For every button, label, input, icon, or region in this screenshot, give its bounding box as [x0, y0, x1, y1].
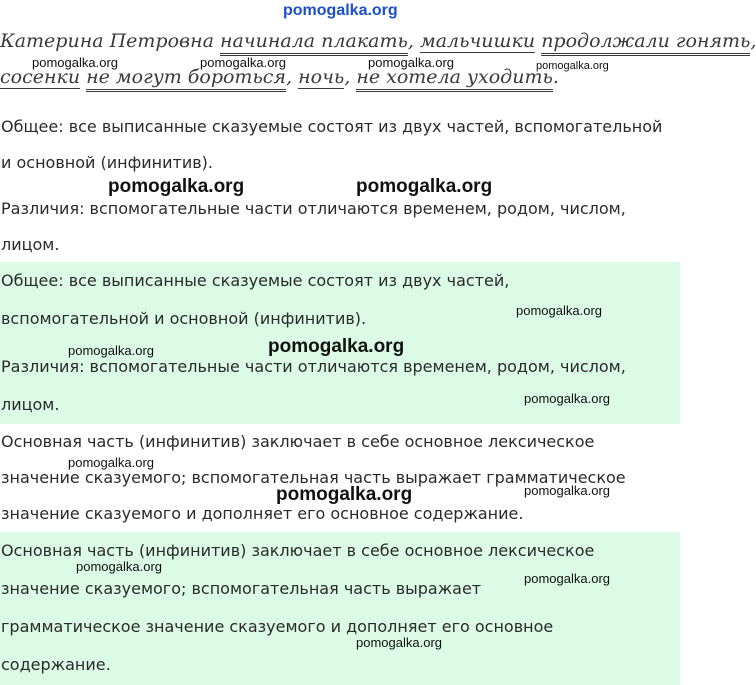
subject-underlined: сосенки — [0, 66, 81, 88]
watermark: pomogalka.org — [524, 391, 610, 406]
difference-text: Различия: вспомогательные части отличаются временем, родом, числом, — [1, 199, 626, 218]
punctuation: , — [750, 30, 756, 52]
common-text: Общее: все выписанные сказуемые состоят из двух частей, — [1, 271, 510, 290]
answer-block-3 — [0, 424, 680, 532]
predicate-underlined: не могут бороться — [86, 66, 286, 92]
punctuation: , — [407, 30, 414, 52]
difference-text: лицом. — [1, 235, 60, 254]
watermark: pomogalka.org — [68, 343, 154, 358]
difference-text: Различия: вспомогательные части отличаются временем, родом, числом, — [1, 357, 626, 376]
difference-text: лицом. — [1, 395, 60, 414]
watermark: pomogalka.org — [108, 176, 245, 197]
explanation-text: Основная часть (инфинитив) заключает в себе основное лексическое — [1, 432, 595, 451]
predicate-underlined: продолжали гонять — [541, 30, 750, 56]
watermark: pomogalka.org — [536, 60, 609, 72]
site-link[interactable]: pomogalka.org — [283, 2, 398, 19]
explanation-text: значение сказуемого; вспомогательная часть выражает — [1, 579, 482, 598]
watermark: pomogalka.org — [516, 303, 602, 318]
common-text: и основной (инфинитив). — [1, 153, 213, 172]
watermark: pomogalka.org — [524, 571, 610, 586]
watermark: pomogalka.org — [356, 635, 442, 650]
explanation-text: значение сказуемого; вспомогательная часть выражает грамматическое — [1, 468, 626, 487]
predicate-underlined: не хотела уходить — [356, 66, 553, 92]
watermark: pomogalka.org — [356, 176, 493, 197]
punctuation: . — [552, 66, 559, 88]
handwritten-line-1 — [0, 30, 756, 56]
predicate-underlined: начинала плакать — [220, 30, 408, 56]
watermark: pomogalka.org — [68, 455, 154, 470]
explanation-text: значение сказуемого и дополняет его основное содержание. — [1, 504, 524, 523]
punctuation: , — [286, 66, 293, 88]
watermark: pomogalka.org — [268, 336, 405, 357]
answer-block-4 — [0, 532, 680, 685]
subject-underlined: мальчишки — [419, 30, 536, 52]
watermark: pomogalka.org — [524, 483, 610, 498]
subject: Катерина Петровна — [0, 30, 214, 52]
watermark: pomogalka.org — [76, 559, 162, 574]
explanation-text: грамматическое значение сказуемого и дополняет его основное — [1, 617, 554, 636]
watermark: pomogalka.org — [368, 55, 454, 70]
common-text: Общее: все выписанные сказуемые состоят из двух частей, вспомогательной — [1, 117, 663, 136]
explanation-text: содержание. — [1, 655, 111, 674]
watermark: pomogalka.org — [276, 484, 413, 505]
watermark: pomogalka.org — [200, 55, 286, 70]
explanation-text: Основная часть (инфинитив) заключает в себе основное лексическое — [1, 541, 595, 560]
common-text: вспомогательной и основной (инфинитив). — [1, 309, 367, 328]
punctuation: , — [344, 66, 351, 88]
watermark: pomogalka.org — [32, 55, 118, 70]
answer-block-1 — [0, 109, 680, 263]
subject-underlined: ночь — [298, 66, 345, 88]
